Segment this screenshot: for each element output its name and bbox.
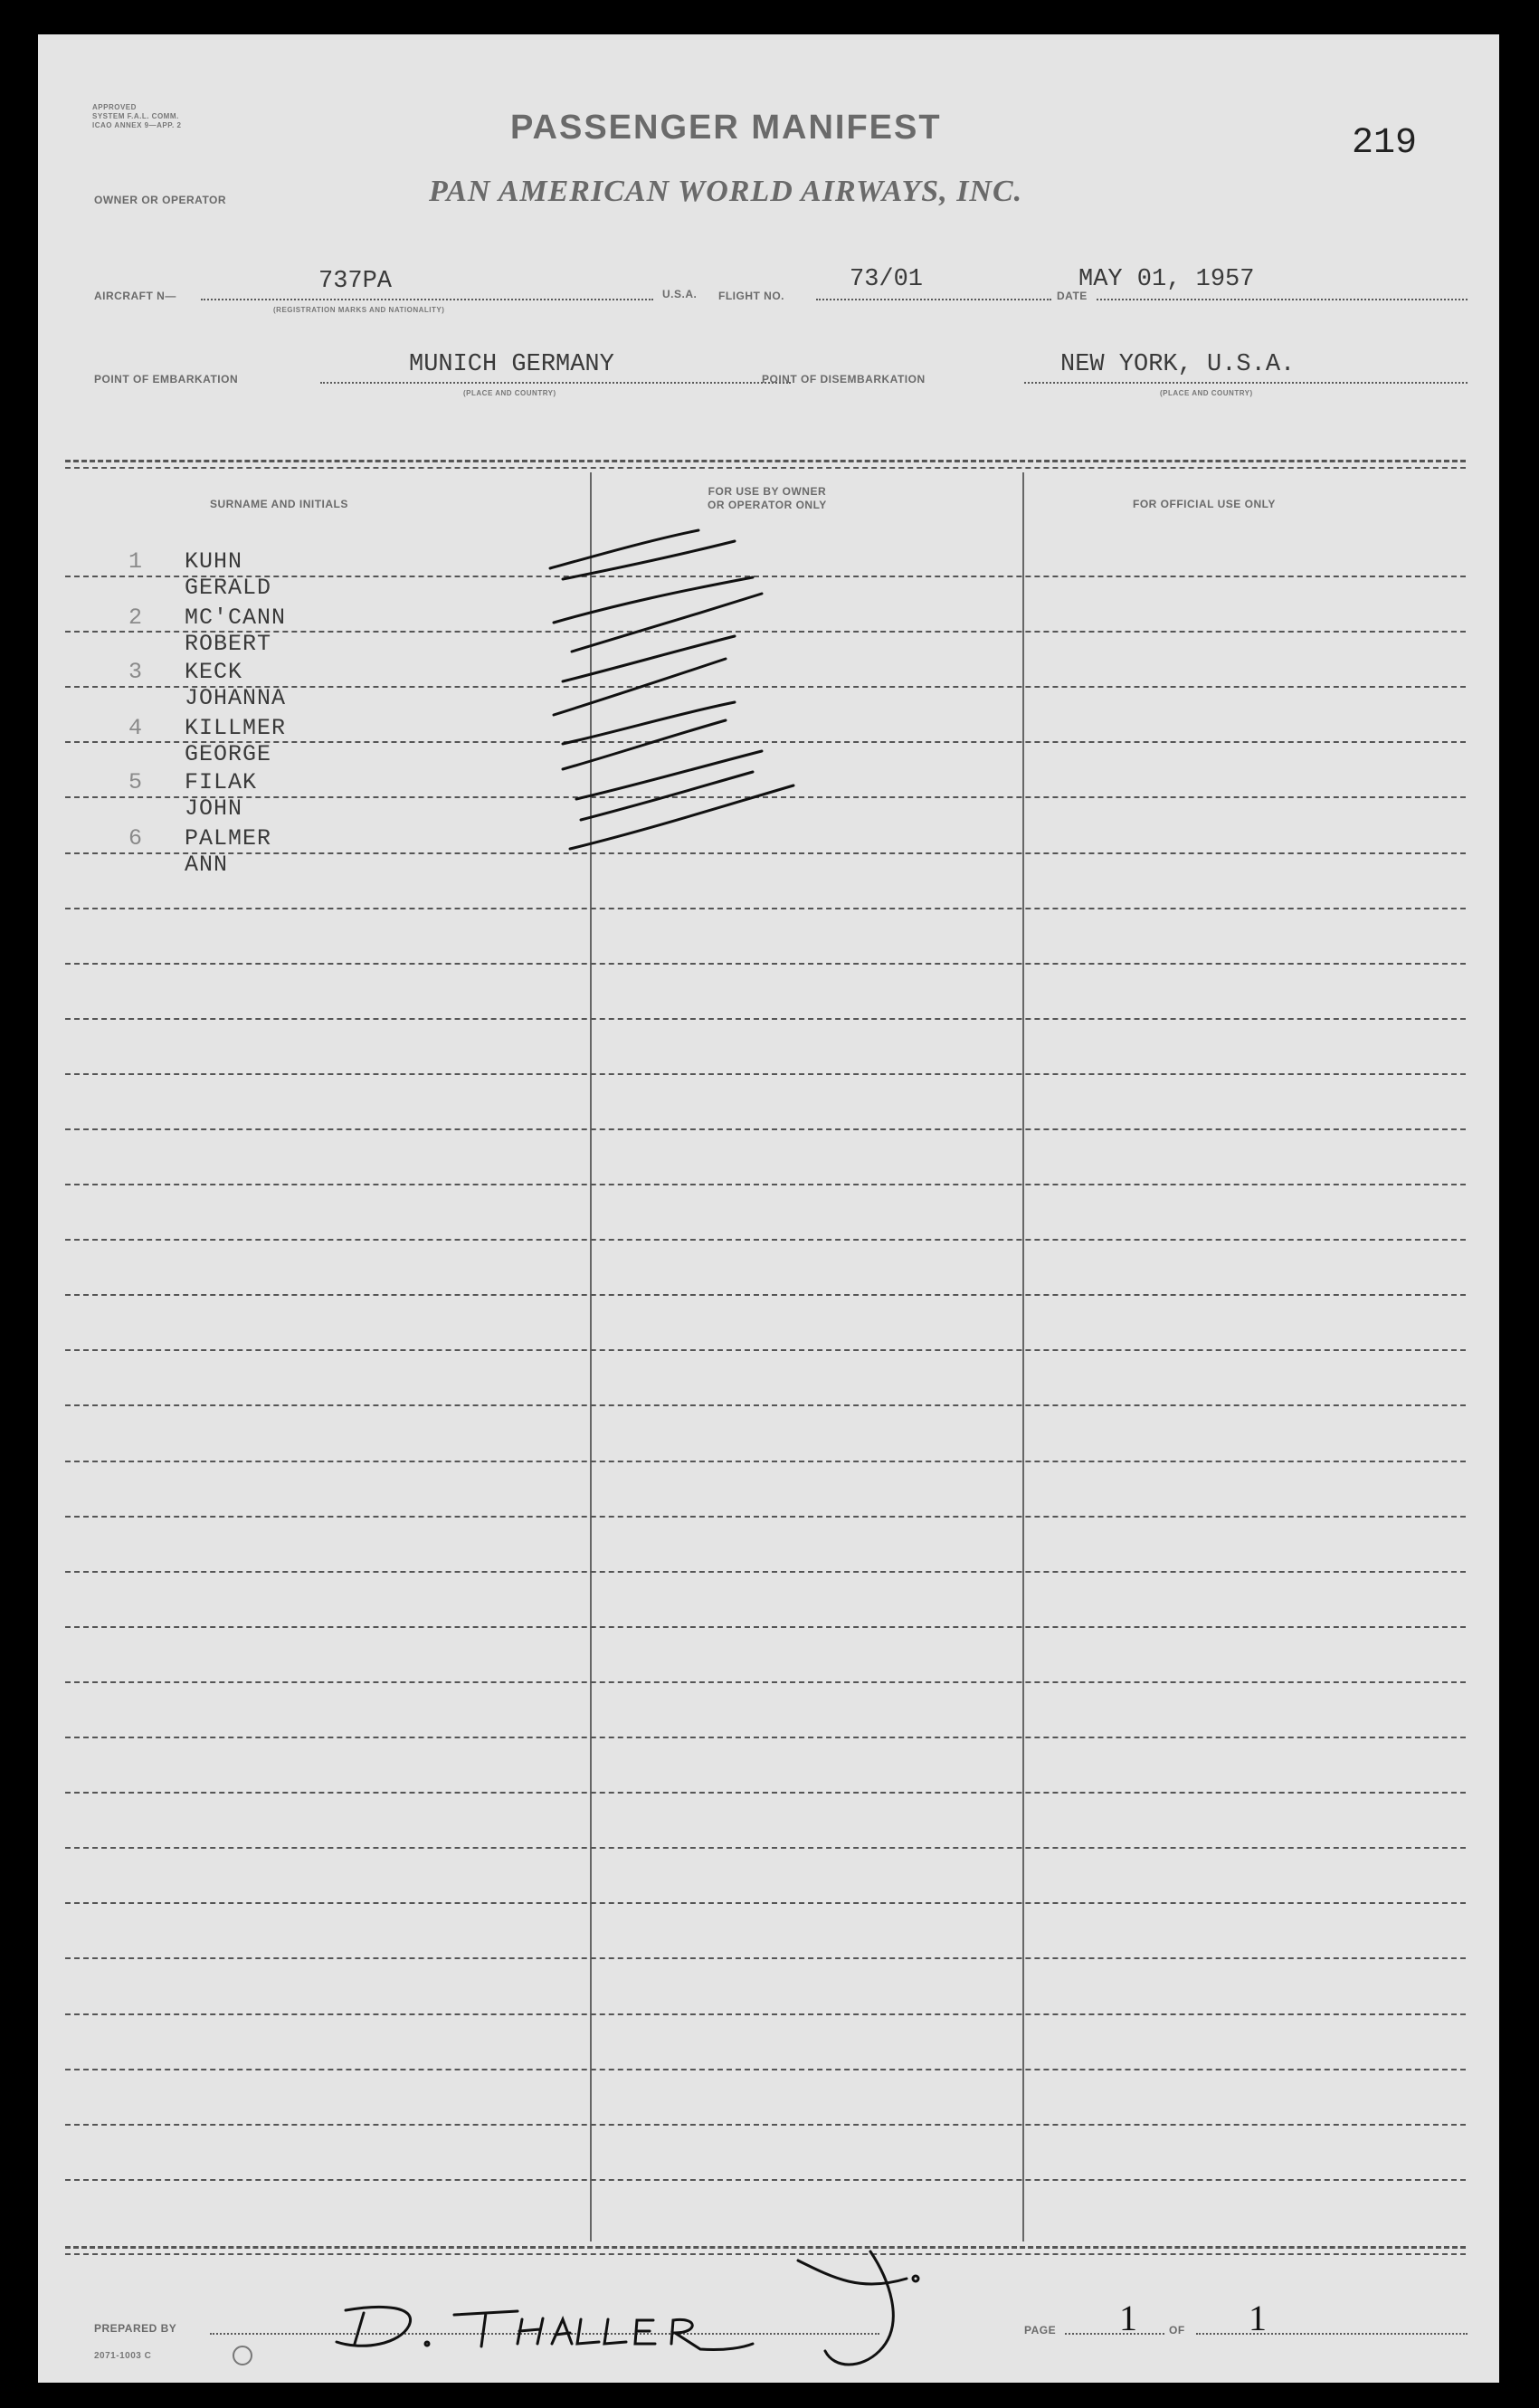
col-header-official: FOR OFFICIAL USE ONLY: [1133, 498, 1276, 510]
column-divider: [1022, 472, 1024, 2241]
check-marks: [545, 514, 834, 894]
check-mark: [581, 772, 753, 820]
aircraft-value: 737PA: [318, 268, 393, 295]
table-bottom-border: [65, 2253, 1466, 2255]
approval-line: APPROVED: [92, 103, 137, 111]
approval-line: SYSTEM F.A.L. COMM.: [92, 112, 179, 120]
table-row-line: [65, 1847, 1466, 1849]
page-value: 1: [1119, 2298, 1137, 2338]
table-top-border: [65, 467, 1466, 469]
date-value: MAY 01, 1957: [1078, 266, 1255, 293]
table-row-line: [65, 1902, 1466, 1904]
embark-caption: (PLACE AND COUNTRY): [463, 389, 556, 397]
of-value: 1: [1249, 2298, 1267, 2338]
initials-scribble: [780, 2242, 943, 2387]
embark-value: MUNICH GERMANY: [409, 351, 614, 378]
passenger-number: 3: [128, 659, 143, 685]
usa-label: U.S.A.: [662, 288, 698, 300]
form-code: 2071-1003 C: [94, 2351, 152, 2361]
manifest-number: 219: [1352, 123, 1418, 164]
approval-line: ICAO ANNEX 9—APP. 2: [92, 121, 182, 129]
check-mark: [572, 594, 762, 652]
union-label-icon: [233, 2346, 252, 2365]
passenger-name: KILLMER GEORGE: [185, 715, 287, 767]
date-label: DATE: [1057, 290, 1088, 302]
manifest-page: [38, 34, 1499, 2383]
flight-value: 73/01: [850, 266, 924, 293]
check-mark: [550, 530, 698, 568]
check-mark: [563, 541, 735, 579]
table-row-line: [65, 1073, 1466, 1075]
table-top-border: [65, 460, 1466, 462]
disembark-label: POINT OF DISEMBARKATION: [762, 373, 926, 385]
aircraft-label: AIRCRAFT N—: [94, 290, 176, 302]
embark-label: POINT OF EMBARKATION: [94, 373, 239, 385]
check-mark: [563, 720, 726, 769]
col-header-owner-line: FOR USE BY OWNER: [708, 485, 827, 498]
table-row-line: [65, 1571, 1466, 1573]
table-row-line: [65, 1681, 1466, 1683]
check-mark: [570, 785, 793, 849]
owner-label: OWNER OR OPERATOR: [94, 194, 227, 206]
of-label: OF: [1169, 2324, 1185, 2337]
table-row-line: [65, 1737, 1466, 1738]
passenger-name: PALMER ANN: [185, 825, 272, 878]
signature-drawing: [309, 2270, 816, 2369]
aircraft-caption: (REGISTRATION MARKS AND NATIONALITY): [273, 306, 445, 314]
passenger-number: 1: [128, 548, 143, 575]
disembark-value: NEW YORK, U.S.A.: [1060, 351, 1296, 378]
table-bottom-border: [65, 2246, 1466, 2249]
passenger-number: 5: [128, 769, 143, 795]
table-row-line: [65, 1404, 1466, 1406]
table-row-line: [65, 1461, 1466, 1462]
table-row-line: [65, 1792, 1466, 1794]
table-row-line: [65, 1128, 1466, 1130]
operator-name: PAN AMERICAN WORLD AIRWAYS, INC.: [429, 175, 1023, 208]
table-row-line: [65, 908, 1466, 909]
passenger-name: KECK JOHANNA: [185, 659, 287, 711]
table-row-line: [65, 1294, 1466, 1296]
table-row-line: [65, 1626, 1466, 1628]
passenger-name: FILAK JOHN: [185, 769, 258, 822]
passenger-number: 4: [128, 715, 143, 741]
passenger-number: 6: [128, 825, 143, 852]
table-row-line: [65, 2069, 1466, 2070]
table-row-line: [65, 2179, 1466, 2181]
table-row-line: [65, 1957, 1466, 1959]
check-mark: [563, 636, 735, 681]
col-header-surname: SURNAME AND INITIALS: [210, 498, 348, 510]
passenger-name: KUHN GERALD: [185, 548, 272, 601]
page-label: PAGE: [1024, 2324, 1057, 2337]
col-header-owner: [708, 485, 827, 512]
check-mark: [554, 577, 753, 623]
table-row-line: [65, 1516, 1466, 1518]
table-row-line: [65, 2013, 1466, 2015]
check-mark: [563, 702, 735, 744]
page-title: PASSENGER MANIFEST: [510, 109, 942, 147]
table-row-line: [65, 1184, 1466, 1185]
passenger-name: MC'CANN ROBERT: [185, 604, 287, 657]
prepared-label: PREPARED BY: [94, 2322, 177, 2335]
table-row-line: [65, 1349, 1466, 1351]
passenger-number: 2: [128, 604, 143, 631]
col-header-owner-line: OR OPERATOR ONLY: [708, 499, 827, 511]
table-row-line: [65, 2124, 1466, 2126]
flight-label: FLIGHT NO.: [718, 290, 784, 302]
table-row-line: [65, 1239, 1466, 1241]
table-row-line: [65, 963, 1466, 965]
table-row-line: [65, 1018, 1466, 1020]
check-mark: [554, 659, 726, 715]
disembark-caption: (PLACE AND COUNTRY): [1160, 389, 1253, 397]
approval-note: [92, 103, 181, 130]
